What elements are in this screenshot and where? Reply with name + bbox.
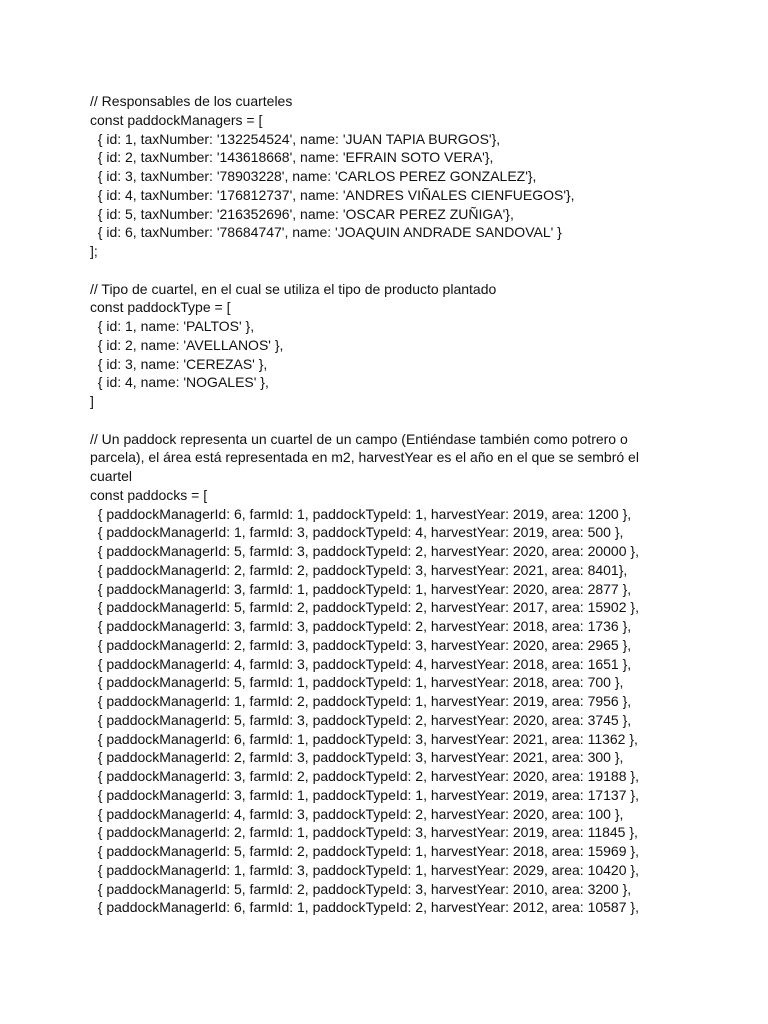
manager-entry: { id: 3, taxNumber: '78903228', name: 'CARLOS PEREZ GONZALEZ'}, <box>90 168 537 184</box>
paddock-entry: { paddockManagerId: 2, farmId: 2, paddockTypeId: 3, harvestYear: 2021, area: 8401}, <box>90 561 628 578</box>
type-entry: { id: 4, name: 'NOGALES' }, <box>90 374 269 391</box>
paddocks-section <box>90 430 650 918</box>
paddock-entry: { paddockManagerId: 1, farmId: 3, paddockTypeId: 1, harvestYear: 2029, area: 10420 }, <box>90 861 639 878</box>
types-section <box>90 280 650 411</box>
paddock-entry: { paddockManagerId: 1, farmId: 2, paddockTypeId: 1, harvestYear: 2019, area: 7956 }, <box>90 693 632 709</box>
paddock-entry: { paddockManagerId: 3, farmId: 1, paddockTypeId: 1, harvestYear: 2019, area: 17137 }, <box>90 786 639 803</box>
paddock-entry: { paddockManagerId: 2, farmId: 3, paddockTypeId: 3, harvestYear: 2021, area: 300 }, <box>90 749 624 766</box>
paddock-entry: { paddockManagerId: 4, farmId: 3, paddockTypeId: 2, harvestYear: 2020, area: 100 }, <box>90 805 624 822</box>
paddock-entry: { paddockManagerId: 1, farmId: 3, paddockTypeId: 4, harvestYear: 2019, area: 500 }, <box>90 524 624 541</box>
paddock-entry: { paddockManagerId: 5, farmId: 2, paddockTypeId: 1, harvestYear: 2018, area: 15969 }, <box>90 843 639 859</box>
types-comment: // Tipo de cuartel, en el cual se utiliza el tipo de producto plantado <box>90 280 497 297</box>
paddock-entry: { paddockManagerId: 6, farmId: 1, paddockTypeId: 2, harvestYear: 2012, area: 10587 }, <box>90 899 639 916</box>
paddock-entry: { paddockManagerId: 3, farmId: 3, paddockTypeId: 2, harvestYear: 2018, area: 1736 }, <box>90 618 632 634</box>
managers-declaration: const paddockManagers = [ <box>90 111 263 128</box>
manager-entry: { id: 1, taxNumber: '132254524', name: 'JUAN TAPIA BURGOS'}, <box>90 130 501 147</box>
type-entry: { id: 3, name: 'CEREZAS' }, <box>90 355 268 372</box>
paddock-entry: { paddockManagerId: 5, farmId: 1, paddockTypeId: 1, harvestYear: 2018, area: 700 }, <box>90 674 624 691</box>
paddock-entry: { paddockManagerId: 4, farmId: 3, paddockTypeId: 4, harvestYear: 2018, area: 1651 }, <box>90 655 632 672</box>
types-close: ] <box>90 393 94 409</box>
types-declaration: const paddockType = [ <box>90 299 231 316</box>
managers-section <box>90 92 650 261</box>
blank-line <box>90 261 650 280</box>
type-entry: { id: 1, name: 'PALTOS' }, <box>90 318 255 334</box>
paddock-entry: { paddockManagerId: 6, farmId: 1, paddockTypeId: 1, harvestYear: 2019, area: 1200 }, <box>90 505 632 522</box>
type-entry: { id: 2, name: 'AVELLANOS' }, <box>90 336 284 353</box>
paddocks-declaration: const paddocks = [ <box>90 486 208 503</box>
blank-line <box>90 411 650 430</box>
document-page <box>90 92 650 917</box>
paddock-entry: { paddockManagerId: 3, farmId: 2, paddockTypeId: 2, harvestYear: 2020, area: 19188 }, <box>90 768 639 784</box>
paddock-entry: { paddockManagerId: 5, farmId: 2, paddockTypeId: 2, harvestYear: 2017, area: 15902 }, <box>90 599 639 616</box>
managers-comment: // Responsables de los cuarteles <box>90 93 293 109</box>
paddock-entry: { paddockManagerId: 5, farmId: 2, paddockTypeId: 3, harvestYear: 2010, area: 3200 }, <box>90 880 632 897</box>
paddock-entry: { paddockManagerId: 2, farmId: 3, paddockTypeId: 3, harvestYear: 2020, area: 2965 }, <box>90 636 632 653</box>
paddock-entry: { paddockManagerId: 5, farmId: 3, paddockTypeId: 2, harvestYear: 2020, area: 20000 }, <box>90 543 639 559</box>
paddock-entry: { paddockManagerId: 5, farmId: 3, paddockTypeId: 2, harvestYear: 2020, area: 3745 }, <box>90 711 632 728</box>
paddocks-comment: // Un paddock representa un cuartel de un campo (Entiéndase también como potrero o parcela), el área está representada en m2, harvestYear es el año en el que se sembró el cuartel <box>90 430 639 484</box>
manager-entry: { id: 6, taxNumber: '78684747', name: 'JOAQUIN ANDRADE SANDOVAL' } <box>90 224 562 241</box>
paddock-entry: { paddockManagerId: 6, farmId: 1, paddockTypeId: 3, harvestYear: 2021, area: 11362 }, <box>90 730 638 747</box>
paddock-entry: { paddockManagerId: 3, farmId: 1, paddockTypeId: 1, harvestYear: 2020, area: 2877 }, <box>90 580 632 597</box>
manager-entry: { id: 5, taxNumber: '216352696', name: 'OSCAR PEREZ ZUÑIGA'}, <box>90 205 514 222</box>
manager-entry: { id: 4, taxNumber: '176812737', name: 'ANDRES VIÑALES CIENFUEGOS'}, <box>90 186 575 203</box>
managers-close: ]; <box>90 243 98 259</box>
paddock-entry: { paddockManagerId: 2, farmId: 1, paddockTypeId: 3, harvestYear: 2019, area: 11845 }, <box>90 824 638 841</box>
manager-entry: { id: 2, taxNumber: '143618668', name: 'EFRAIN SOTO VERA'}, <box>90 149 494 166</box>
